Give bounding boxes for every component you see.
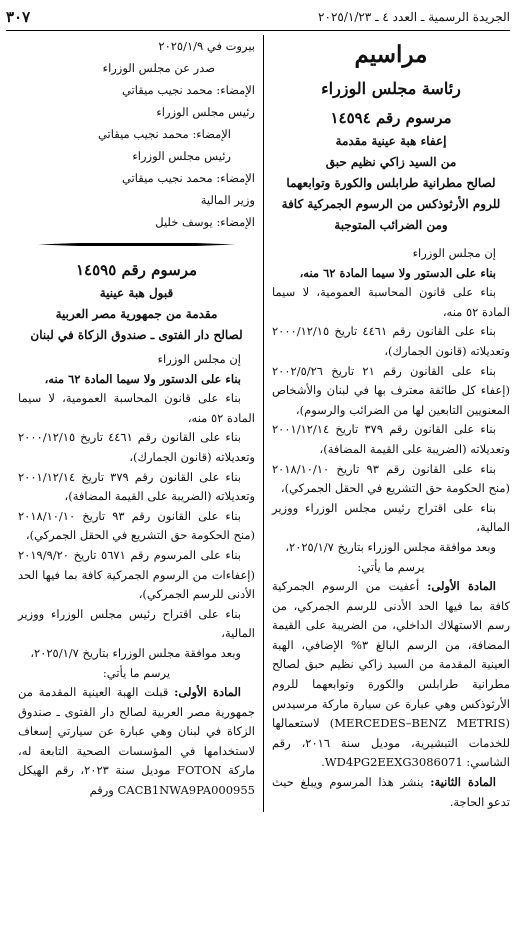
decree1-article-1	[272, 577, 510, 773]
article-label: المادة الأولى:	[174, 685, 241, 700]
decree1-clause: بناء على القانون رقم ٢١ تاريخ ٢٠٠٢/٥/٢٦ (إعفاء كل طائفة معترف بها في لبنان والأشخاص المعنويين التابعين لها من الضرائب والرسوم)،	[272, 363, 510, 417]
article-text: أعفيت من الرسوم الجمركية كافة بما فيها الحد الأدنى للرسم الجمركي، من رسم الاستهلاك الداخلي، من الضريبة على القيمة المضافة، من الرسم البالغ ٣% الإضافي، الهبة العينية المقدمة من السيد زاكي نظيم حبق لصالح مطرانية طرابلس والكورة وتوابعهما للروم الأرثوذكس وهي عبارة عن سيارة ماركة مرسيدس (MERCEDES–BENZ METRIS) لاستعمالها للخدمات التبشيرية، موديل سنة ٢٠١٦، رقم الشاسي: WD4PG2EEXG3086071.	[272, 579, 510, 770]
article-label: المادة الأولى:	[427, 579, 496, 594]
section-title: مراسيم	[354, 41, 428, 68]
decree2-clause: بناء على القانون رقم ٤٤٦١ تاريخ ٢٠٠٠/١٢/١٥ وتعديلاته (قانون الجمارك)،	[18, 430, 255, 464]
page-header	[6, 6, 510, 28]
decree2-article-1	[18, 683, 255, 801]
place-date: بيروت في ٢٠٢٥/١/٩	[158, 39, 255, 53]
decree2-clause: بناء على الدستور ولا سيما المادة ٦٢ منه،	[44, 371, 241, 386]
decree2-number: مرسوم رقم ١٤٥٩٥	[75, 261, 198, 279]
header-rule	[6, 30, 510, 31]
decree2-decrees: يرسم ما يأتي:	[102, 665, 171, 680]
decree1-clause: بناء على الدستور ولا سيما المادة ٦٢ منه،	[299, 265, 496, 280]
decree1-title-line: لصالح مطرانية طرابلس والكورة وتوابعهما	[286, 176, 496, 190]
decree2-clause: بناء على القانون رقم ٩٣ تاريخ ٢٠١٨/١٠/١٠ (منح الحكومة حق التشريع في الحقل الجمركي)،	[18, 508, 255, 543]
signature-line: الإمضاء: محمد نجيب ميقاتي	[97, 127, 231, 141]
signatory-title: رئيس مجلس الوزراء	[132, 149, 231, 163]
decree2-clause: وبعد موافقة مجلس الوزراء بتاريخ ٢٠٢٥/١/٧،	[30, 645, 241, 660]
decree1-title-line: ومن الضرائب المتوجبة	[334, 218, 448, 232]
signature-line: الإمضاء: محمد نجيب ميقاتي	[121, 83, 255, 97]
article-label: المادة الثانية:	[430, 775, 497, 790]
decree1-title-line: إعفاء هبة عينية مقدمة	[335, 134, 447, 148]
signature-block	[18, 35, 255, 233]
decree1-title-line: من السيد زاكي نظيم حبق	[325, 155, 457, 169]
decree2-clause: بناء على قانون المحاسبة العمومية، لا سيما المادة ٥٢ منه،	[18, 391, 255, 425]
section-subtitle: رئاسة مجلس الوزراء	[321, 79, 461, 98]
signature-line: الإمضاء: يوسف خليل	[155, 215, 255, 229]
decree-divider	[18, 237, 255, 251]
decree1-clause: بناء على قانون المحاسبة العمومية، لا سيما المادة ٥٢ منه،	[272, 285, 510, 319]
decree1-decrees: يرسم ما يأتي:	[357, 559, 425, 574]
decree2-title-line: مقدمة من جمهورية مصر العربية	[55, 307, 218, 321]
decree1-clause: بناء على القانون رقم ٤٤٦١ تاريخ ٢٠٠٠/١٢/١٥ وتعديلاته (قانون الجمارك)،	[272, 324, 510, 358]
decree2-clause: بناء على المرسوم رقم ٥٦٧١ تاريخ ٢٠١٩/٩/٢٠ (إعفاءات من الرسوم الجمركية كافة بما فيها الحد الأدنى للرسم الجمركي)،	[18, 547, 255, 602]
issue-info: الجريدة الرسمية ـ العدد ٤ ـ ٢٠٢٥/١/٢٣	[318, 10, 510, 24]
article-text: قبلت الهبة العينية المقدمة من جمهورية مصر العربية لصالح دار الفتوى ـ صندوق الزكاة في لبنان وهي عبارة عن سيارتي إسعاف لاستخدامها في المؤسسات الصحية التابعة له، ماركة FOTON موديل سنة ٢٠٢٣، رقم الهيكل CACB1NWA9PA000955 ورقم	[18, 685, 256, 798]
decree1-clause: بناء على القانون رقم ٣٧٩ تاريخ ٢٠٠١/١٢/١٤ وتعديلاته (الضريبة على القيمة المضافة)،	[272, 422, 510, 456]
two-column-body	[6, 35, 510, 812]
decree1-preamble: إن مجلس الوزراء	[412, 246, 496, 260]
decree1-number: مرسوم رقم ١٤٥٩٤	[330, 109, 452, 127]
decree2-preamble: إن مجلس الوزراء	[157, 352, 241, 366]
signatory-title: رئيس مجلس الوزراء	[156, 105, 255, 119]
left-column	[18, 35, 264, 812]
issued-by: صدر عن مجلس الوزراء	[102, 61, 215, 75]
decree2-title-line: لصالح دار الفتوى ـ صندوق الزكاة في لبنان	[30, 328, 243, 342]
decree2-clause: بناء على القانون رقم ٣٧٩ تاريخ ٢٠٠١/١٢/١٤ وتعديلاته (الضريبة على القيمة المضافة)،	[18, 469, 255, 504]
decree1-title-line: للروم الأرثوذكس من الرسوم الجمركية كافة	[281, 197, 501, 211]
decree1-article-2	[272, 773, 510, 812]
signature-line: الإمضاء: محمد نجيب ميقاتي	[121, 171, 255, 185]
decree2-title-line: قبول هبة عينية	[99, 286, 174, 300]
decree1-clause: وبعد موافقة مجلس الوزراء بتاريخ ٢٠٢٥/١/٧،	[285, 539, 496, 554]
signatory-title: وزير المالية	[200, 193, 255, 207]
decree1-clause: بناء على اقتراح رئيس مجلس الوزراء ووزير المالية،	[272, 500, 510, 535]
right-column	[264, 35, 510, 812]
article-text: ينشر هذا المرسوم ويبلغ حيث تدعو الحاجة.	[272, 775, 510, 809]
page-number: ٣٠٧	[6, 8, 31, 26]
decree2-clause: بناء على اقتراح رئيس مجلس الوزراء ووزير المالية،	[18, 606, 255, 641]
decree1-clause: بناء على القانون رقم ٩٣ تاريخ ٢٠١٨/١٠/١٠ (منح الحكومة حق التشريع في الحقل الجمركي)،	[272, 461, 510, 496]
